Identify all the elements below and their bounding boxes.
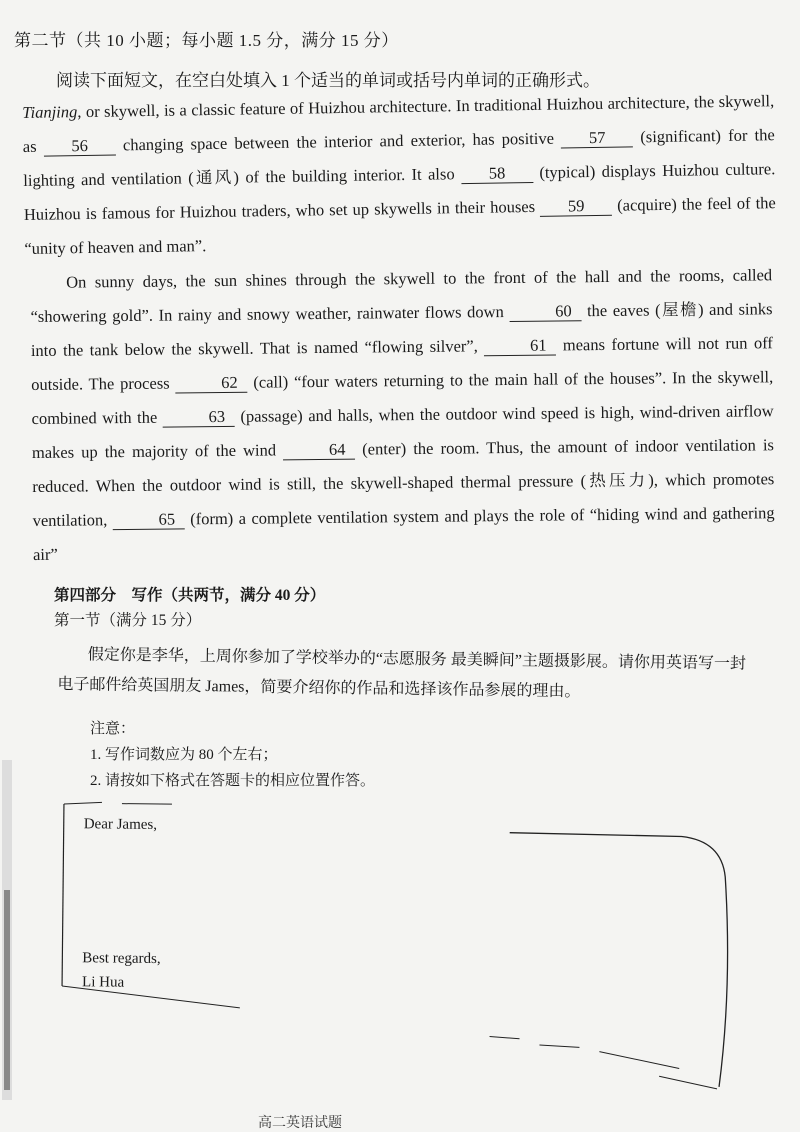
answer-blank-59[interactable]: 59 [540, 197, 612, 217]
passage-text: Tianjing [22, 102, 78, 122]
note-item: 2. 请按如下格式在答题卡的相应位置作答。 [90, 773, 376, 789]
part4-title: 第四部分 写作（共两节，满分 40 分） [54, 587, 326, 604]
notes [90, 716, 375, 794]
letter-closing: Best regards, [82, 950, 161, 968]
answer-blank-56[interactable]: 56 [44, 137, 116, 157]
passage-text: (call) “four waters returning to the main hall of the houses”. In the skywell, combined with the [31, 367, 774, 428]
passage-text: (enter) the room. Thus, the amount of indoor ventilation is reduced. When the outdoor wind is still, the skywell-shaped thermal pressure (热压力), which promotes ventilation, [32, 435, 775, 530]
passage-text: (form) a complete ventilation system and plays the role of “hiding wind and gathering air” [32, 503, 775, 564]
section-heading: 第二节（共 10 小题；每小题 1.5 分，满分 15 分） [14, 31, 399, 50]
letter-format-box [59, 800, 738, 1103]
passage-text: (acquire) the feel of the “unity of heaven and man”. [24, 193, 776, 258]
section-instruction: 阅读下面短文，在空白处填入 1 个适当的单词或括号内单词的正确形式。 [56, 71, 600, 90]
passage-paragraph-2 [30, 258, 775, 572]
answer-blank-58[interactable]: 58 [461, 164, 533, 184]
passage-text: changing space between the interior and exterior, has positive [122, 128, 562, 155]
passage-text: (significant) for the lighting and ventilation (通风) of the building interior. It also [23, 125, 775, 190]
page-footer: 高二英语试题 [258, 1116, 342, 1131]
answer-blank-57[interactable]: 57 [561, 128, 633, 148]
letter-box-frame [59, 800, 738, 1103]
answer-blank-65[interactable]: 65 [113, 510, 185, 530]
page-edge-artifact [0, 760, 16, 1100]
passage-text: On sunny days, the sun shines through the skywell to the front of the hall and the rooms, called “showering gold”. In rainy and snowy weather, rainwater flows down [30, 265, 773, 326]
passage-text: (passage) and halls, when the outdoor wind speed is high, wind-driven airflow makes up the majority of the wind [31, 401, 774, 462]
letter-greeting: Dear James, [83, 816, 158, 833]
answer-blank-63[interactable]: 63 [163, 408, 235, 428]
notes-label: 注意： [90, 721, 136, 737]
answer-blank-60[interactable]: 60 [509, 302, 581, 322]
answer-blank-62[interactable]: 62 [175, 374, 247, 394]
passage-text: (typical) displays Huizhou culture. Huizhou is famous for Huizhou traders, who set up skywells in their houses [23, 159, 776, 224]
subsection-title: 第一节（满分 15 分） [54, 612, 202, 629]
passage-text: the eaves (屋檐) and sinks into the tank below the skywell. That is named “flowing silver”, [30, 299, 773, 360]
answer-blank-64[interactable]: 64 [283, 441, 355, 461]
writing-task: 假定你是李华，上周你参加了学校举办的“志愿服务 最美瞬间”主题摄影展。请你用英语写一封电子邮件给英国朋友 James，简要介绍你的作品和选择该作品参展的理由。 [57, 646, 747, 701]
letter-signature: Li Hua [82, 974, 125, 991]
passage-text: , or skywell, is a classic feature of Huizhou architecture. In traditional Huizhou architecture, the skywell, as [22, 91, 775, 156]
passage-text: means fortune will not run off outside. The process [31, 333, 773, 394]
answer-blank-61[interactable]: 61 [484, 336, 556, 356]
passage-paragraph-1 [22, 84, 777, 266]
note-item: 1. 写作词数应为 80 个左右； [90, 747, 278, 763]
